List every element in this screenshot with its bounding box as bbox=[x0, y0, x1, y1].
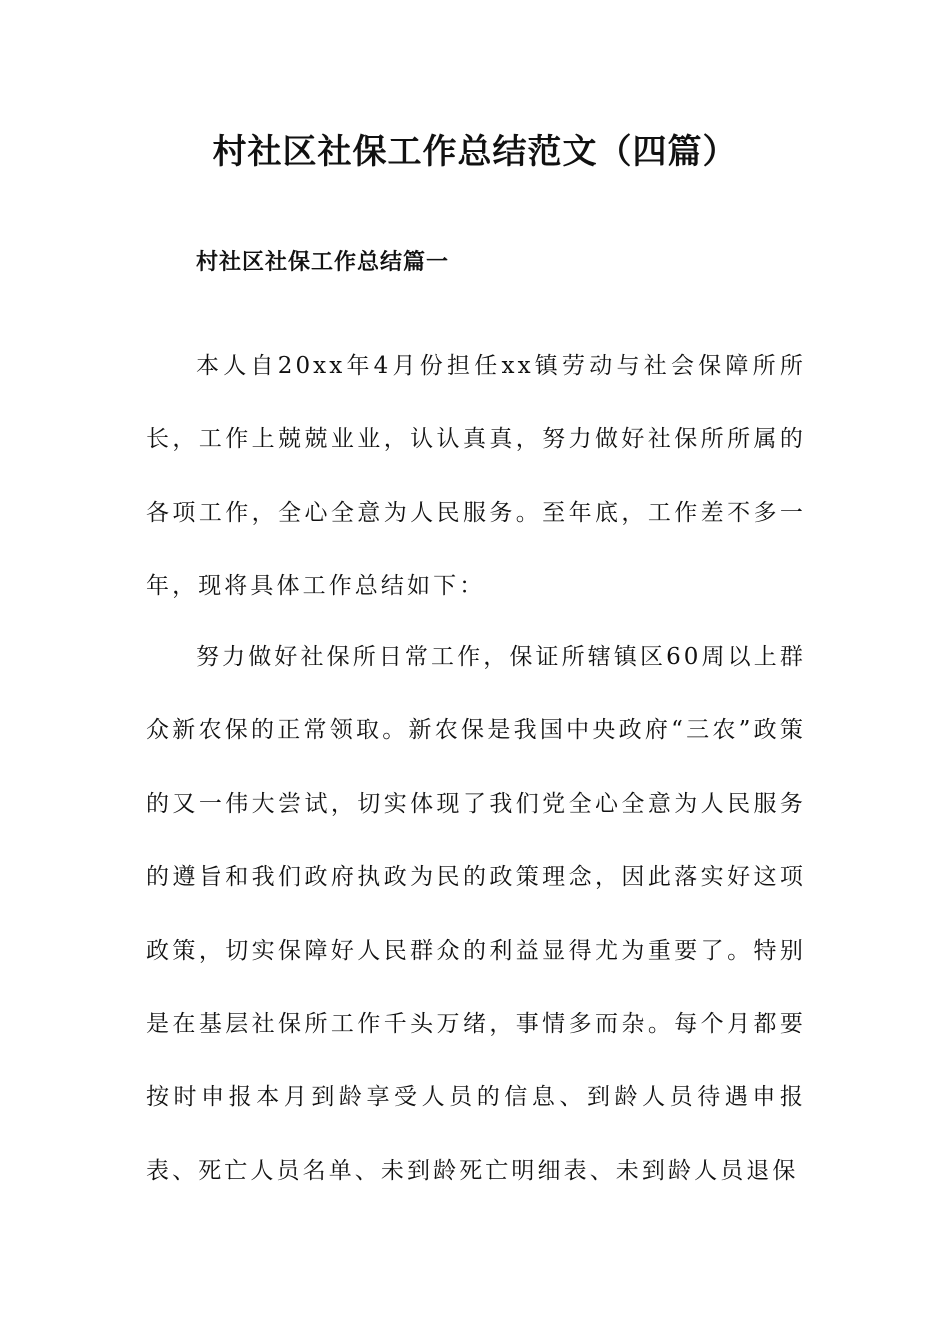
paragraph-1: 本人自20xx年4月份担任xx镇劳动与社会保障所所长，工作上兢兢业业，认认真真，努力做好社保所所属的各项工作，全心全意为人民服务。至年底，工作差不多一年，现将具体工作总结如下： bbox=[146, 353, 806, 600]
paragraph-2: 努力做好社保所日常工作，保证所辖镇区60周以上群众新农保的正常领取。新农保是我国中央政府“三农”政策的又一伟大尝试，切实体现了我们党全心全意为人民服务的遵旨和我们政府执政为民的政策理念，因此落实好这项政策，切实保障好人民群众的利益显得尤为重要了。特别是在基层社保所工作千头万绪，事情多而杂。每个月都要按时申报本月到龄享受人员的信息、到龄人员待遇申报表、死亡人员名单、未到龄死亡明细表、未到龄人员退保 bbox=[146, 644, 806, 1184]
document-title: 村社区社保工作总结范文（四篇） bbox=[212, 132, 738, 172]
section-heading: 村社区社保工作总结篇一 bbox=[196, 249, 450, 275]
